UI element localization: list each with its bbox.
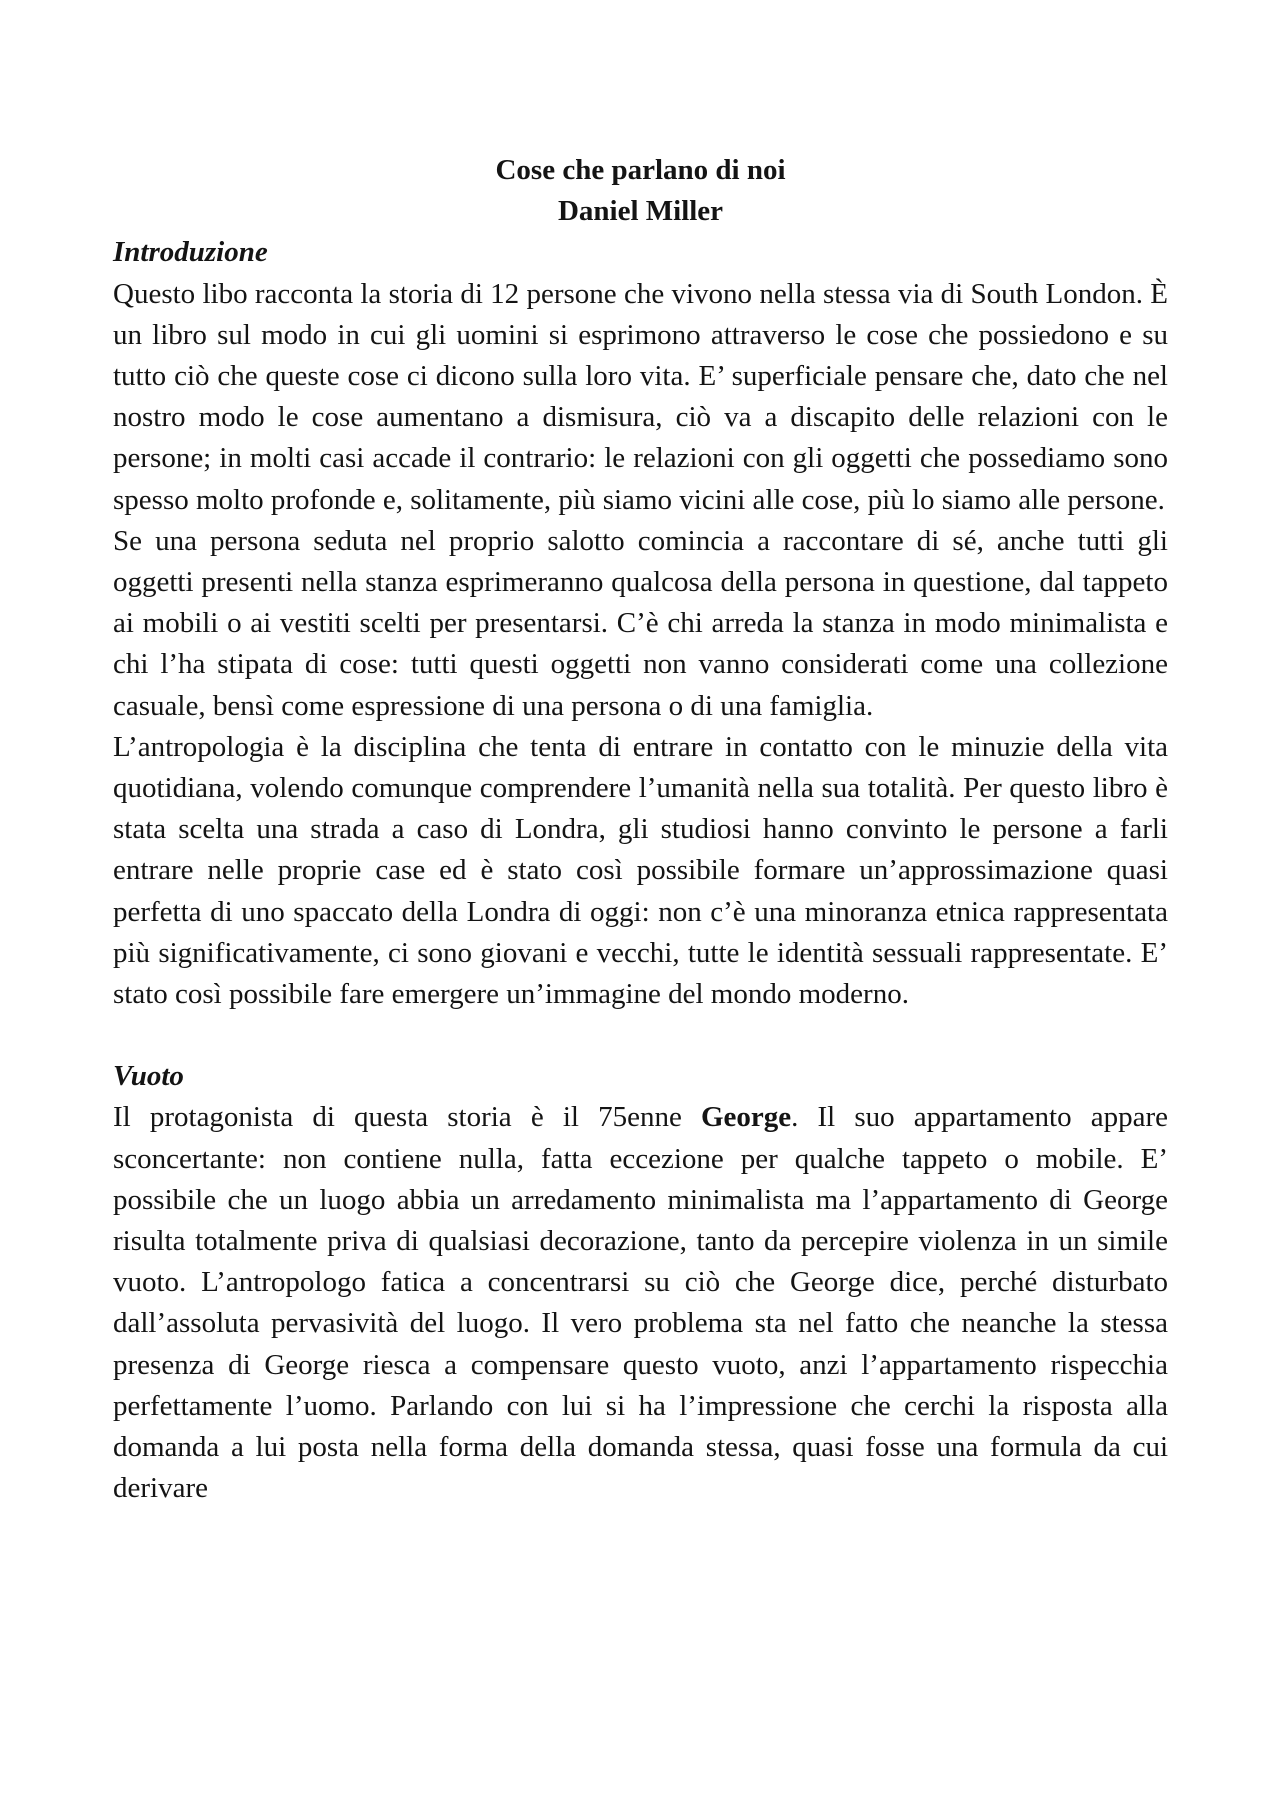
paragraph-text: . Il suo appartamento appare sconcertante: non contiene nulla, fatta eccezione per qualche tappeto o mobile. E’ possibile che un luogo abbia un arredamento minimalista ma l’appartamento di George risulta totalmente priva di qualsiasi decorazione, tanto da percepire violenza in un simile vuoto. L’antropologo fatica a concentrarsi su ciò che George dice, perché disturbato dall’assoluta pervasività del luogo. Il vero problema sta nel fatto che neanche la stessa presenza di George riesca a compensare questo vuoto, anzi l’appartamento rispecchia perfettamente l’uomo. Parlando con lui si ha l’impressione che cerchi la risposta alla domanda a lui posta nella forma della domanda stessa, quasi fosse una formula da cui derivare bbox=[113, 1101, 1168, 1505]
paragraph: L’antropologia è la disciplina che tenta di entrare in contatto con le minuzie della vita quotidiana, volendo comunque comprendere l’umanità nella sua totalità. Per questo libro è stata scelta una strada a caso di Londra, gli studiosi hanno convinto le persone a farli entrare nelle proprie case ed è stato così possibile formare un’approssimazione quasi perfetta di uno spaccato della Londra di oggi: non c’è una minoranza etnica rappresentata più significativamente, ci sono giovani e vecchi, tutte le identità sessuali rappresentate. E’ stato così possibile fare emergere un’immagine del mondo moderno. bbox=[113, 730, 1168, 1011]
paragraph-text: Il protagonista di questa storia è il 75enne bbox=[113, 1101, 682, 1134]
section-spacer bbox=[113, 1015, 1168, 1056]
paragraph: Se una persona seduta nel proprio salotto comincia a raccontare di sé, anche tutti gli oggetti presenti nella stanza esprimeranno qualcosa della persona in questione, dal tappeto ai mobili o ai vestiti scelti per presentarsi. C’è chi arreda la stanza in modo minimalista e chi l’ha stipata di cose: tutti questi oggetti non vanno considerati come una collezione casuale, bensì come espressione di una persona o di una famiglia. bbox=[113, 524, 1168, 722]
section-heading-vuoto: Vuoto bbox=[113, 1060, 184, 1093]
document-title: Cose che parlano di noi bbox=[495, 154, 786, 186]
document-page bbox=[113, 150, 1168, 1510]
character-name: George bbox=[700, 1101, 792, 1134]
document-author: Daniel Miller bbox=[557, 195, 724, 228]
section-heading-introduzione: Introduzione bbox=[113, 236, 268, 269]
paragraph bbox=[113, 1097, 1168, 1509]
paragraph: Questo libo racconta la storia di 12 persone che vivono nella stessa via di South London. È un libro sul modo in cui gli uomini si esprimono attraverso le cose che possiedono e su tutto ciò che queste cose ci dicono sulla loro vita. E’ superficiale pensare che, dato che nel nostro modo le cose aumentano a dismisura, ciò va a discapito delle relazioni con le persone; in molti casi accade il contrario: le relazioni con gli oggetti che possediamo sono spesso molto profonde e, solitamente, più siamo vicini alle cose, più lo siamo alle persone. bbox=[113, 277, 1168, 516]
